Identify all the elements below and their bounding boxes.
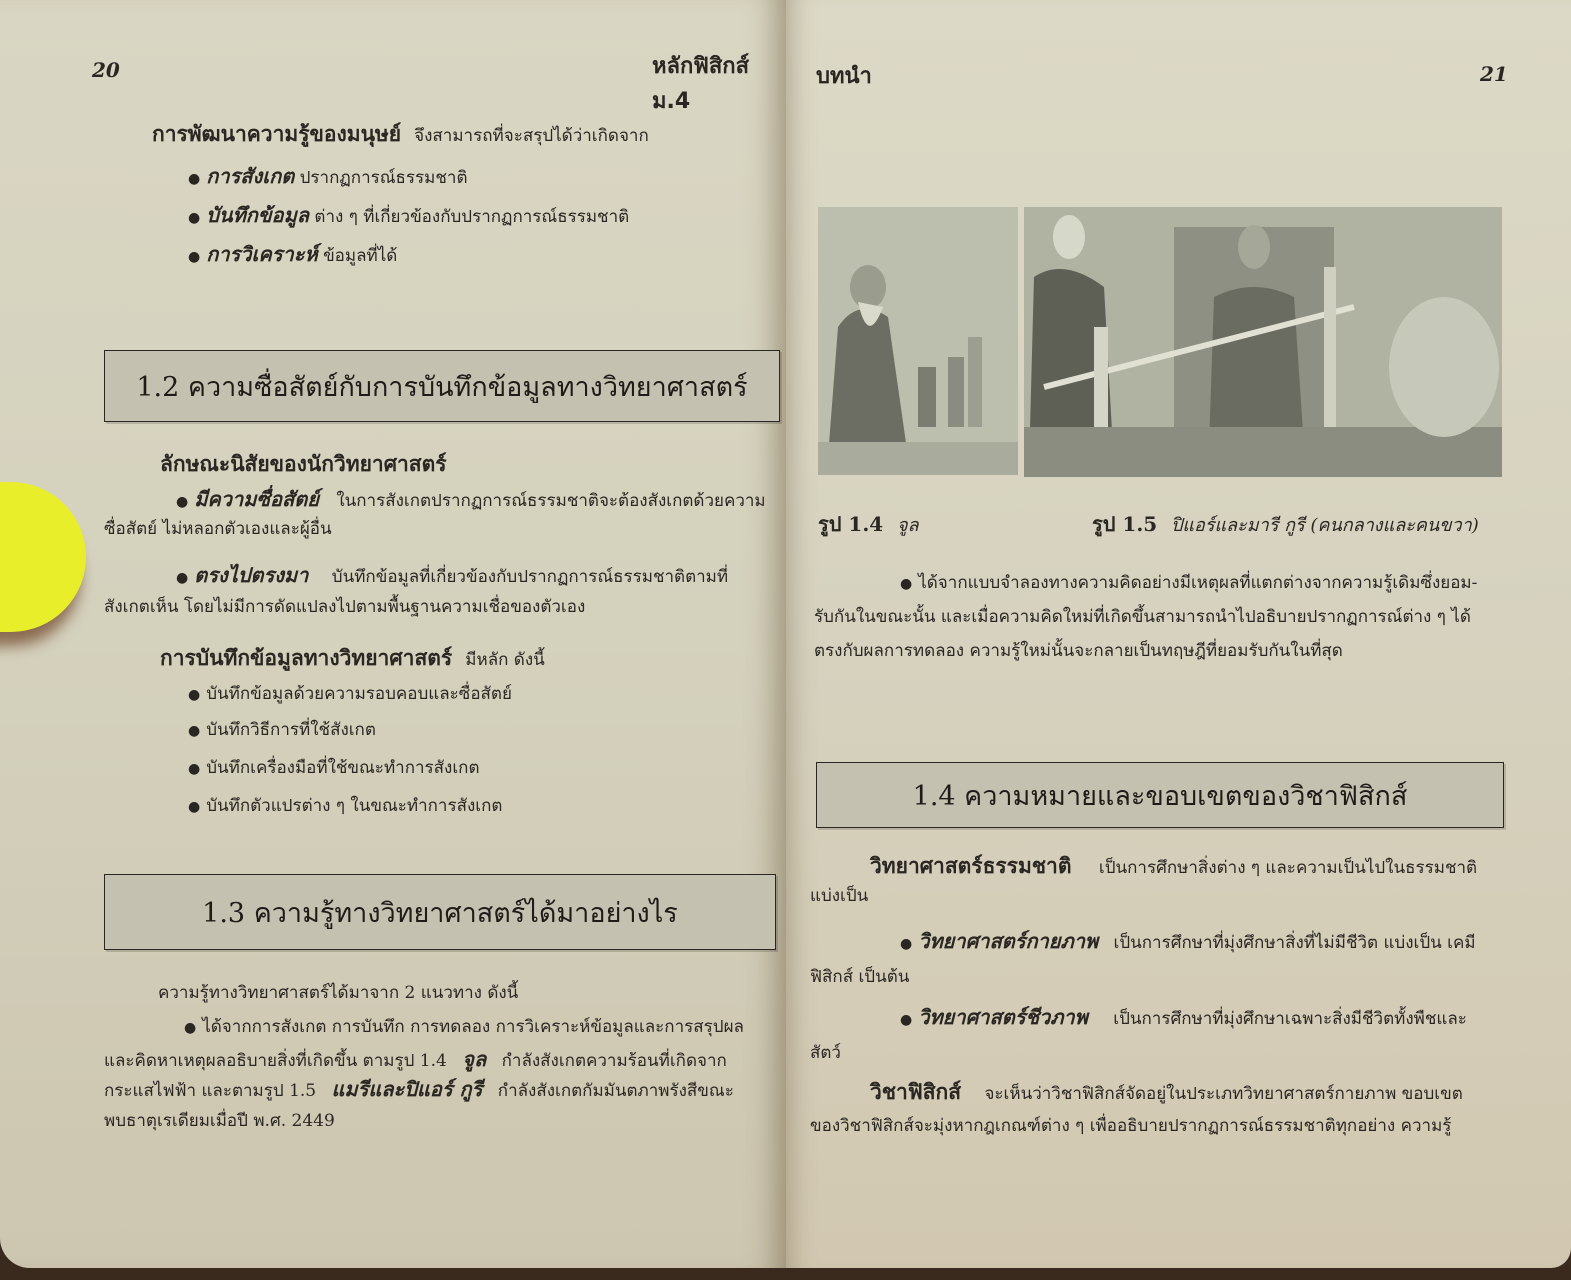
recording-bullet: ● บันทึกเครื่องมือที่ใช้ขณะทำการสังเกต: [188, 758, 480, 778]
intro-lead: การพัฒนาความรู้ของมนุษย์: [152, 121, 402, 146]
bullet-icon: ●: [188, 799, 201, 815]
page-number-left: 20: [92, 58, 120, 82]
section-heading-1-2: 1.2 ความซื่อสัตย์กับการบันทึกข้อมูลทางวิทยาศาสตร์: [104, 350, 780, 422]
bullet-icon: ●: [900, 936, 913, 952]
bullet-icon: ●: [184, 1020, 197, 1036]
trait-straightforward: ● ตรงไปตรงมา บันทึกข้อมูลที่เกี่ยวข้องกับปรากฏการณ์ธรรมชาติตามที่ สังเกตเห็น โดยไม่มีการดัดแปลงไปตามพื้นฐานความเชื่อของตัวเอง: [104, 563, 729, 618]
intro-line: [152, 118, 649, 151]
bullet-icon: ●: [188, 723, 201, 739]
recording-bullet: ● บันทึกวิธีการที่ใช้สังเกต: [188, 720, 376, 740]
figure-caption-1-4: รูป 1.4 จูล: [818, 512, 919, 536]
figure-caption-1-5: รูป 1.5 ปิแอร์และมารี กูรี (คนกลางและคนขวา): [1092, 512, 1479, 536]
photo-joule: [818, 207, 1018, 475]
intro-bullet: ● บันทึกข้อมูล ต่าง ๆ ที่เกี่ยวข้องกับปรากฏการณ์ธรรมชาติ: [188, 203, 630, 227]
section-heading-1-4: 1.4 ความหมายและขอบเขตของวิชาฟิสิกส์: [816, 762, 1504, 828]
natural-science-paragraph: วิทยาศาสตร์ธรรมชาติ เป็นการศึกษาสิ่งต่าง ๆ และความเป็นไปในธรรมชาติ แบ่งเป็น: [810, 853, 1478, 907]
left-page: [0, 0, 786, 1268]
running-head-left: หลักฟิสิกส์ ม.4: [652, 54, 750, 114]
yellow-bookmark-tab: [0, 482, 86, 632]
trait-honest: ● มีความซื่อสัตย์ ในการสังเกตปรากฏการณ์ธรรมชาติจะต้องสังเกตด้วยความ ซื่อสัตย์ ไม่หลอกตัวเองและผู้อื่น: [104, 487, 766, 540]
bullet-icon: ●: [188, 249, 201, 265]
traits-subheading: ลักษณะนิสัยของนักวิทยาศาสตร์: [160, 451, 447, 476]
bullet-icon: ●: [900, 1012, 913, 1028]
model-paragraph: ● ได้จากแบบจำลองทางความคิดอย่างมีเหตุผลที่แตกต่างจากความรู้เดิมซึ่งยอม- รับกันในขณะนั้น และเมื่อความคิดใหม่ที่เกิดขึ้นสามารถนำไปอธิบายปรากฏการณ์ต่าง ๆ ได้ ตรงกับผลการทดลอง ความรู้ใหม่นั้นจะกลายเป็นทฤษฎีที่ยอมรับกันในที่สุด: [814, 573, 1478, 662]
knowledge-paragraph: ● ได้จากการสังเกต การบันทึก การทดลอง การวิเคราะห์ข้อมูลและการสรุปผล และคิดหาเหตุผลอธิบายสิ่งที่เกิดขึ้น ตามรูป 1.4 จูล กำลังสังเกตความร้อนที่เกิดจาก กระแสไฟฟ้า และตามรูป 1.5 แมรีและปิแอร์ กูรี กำลังสังเกตกัมมันตภาพรังสีขณะ พบธาตุเรเดียมเมื่อปี พ.ศ. 2449: [104, 1017, 744, 1132]
joule-portrait-image: [818, 207, 1018, 475]
physics-paragraph: วิชาฟิสิกส์ จะเห็นว่าวิชาฟิสิกส์จัดอยู่ในประเภทวิทยาศาสตร์กายภาพ ขอบเขต ของวิชาฟิสิกส์จะมุ่งหากฎเกณฑ์ต่าง ๆ เพื่ออธิบายปรากฏการณ์ธรรมชาติทุกอย่าง ความรู้: [810, 1079, 1463, 1137]
bullet-icon: ●: [188, 171, 201, 187]
running-head-right: บทนำ: [816, 64, 872, 89]
recording-line: การบันทึกข้อมูลทางวิทยาศาสตร์ มีหลัก ดังนี้: [160, 645, 545, 670]
physical-science-branch: ● วิทยาศาสตร์กายภาพ เป็นการศึกษาที่มุ่งศึกษาสิ่งที่ไม่มีชีวิต แบ่งเป็น เคมี ฟิสิกส์ เป็นต้น: [810, 929, 1476, 988]
intro-bullet: ● การวิเคราะห์ ข้อมูลที่ได้: [188, 242, 398, 266]
bullet-icon: ●: [188, 761, 201, 777]
section-heading-1-3: 1.3 ความรู้ทางวิทยาศาสตร์ได้มาอย่างไร: [104, 874, 776, 950]
photo-curie: [1024, 207, 1502, 477]
bullet-icon: ●: [176, 570, 189, 586]
intro-text: จึงสามารถที่จะสรุปได้ว่าเกิดจาก: [414, 126, 649, 146]
bullet-icon: ●: [188, 687, 201, 703]
page-number-right: 21: [1480, 62, 1508, 86]
curie-laboratory-image: [1024, 207, 1502, 477]
right-page: [786, 0, 1571, 1268]
recording-bullet: ● บันทึกตัวแปรต่าง ๆ ในขณะทำการสังเกต: [188, 796, 503, 816]
knowledge-intro: ความรู้ทางวิทยาศาสตร์ได้มาจาก 2 แนวทาง ดังนี้: [158, 983, 519, 1003]
recording-bullet: ● บันทึกข้อมูลด้วยความรอบคอบและซื่อสัตย์: [188, 684, 512, 704]
biological-science-branch: ● วิทยาศาสตร์ชีวภาพ เป็นการศึกษาที่มุ่งศึกษาเฉพาะสิ่งมีชีวิตทั้งพืชและ สัตว์: [810, 1005, 1467, 1064]
bullet-icon: ●: [176, 494, 189, 510]
bullet-icon: ●: [188, 210, 201, 226]
bullet-icon: ●: [900, 576, 913, 592]
intro-bullet: ● การสังเกต ปรากฏการณ์ธรรมชาติ: [188, 164, 468, 188]
